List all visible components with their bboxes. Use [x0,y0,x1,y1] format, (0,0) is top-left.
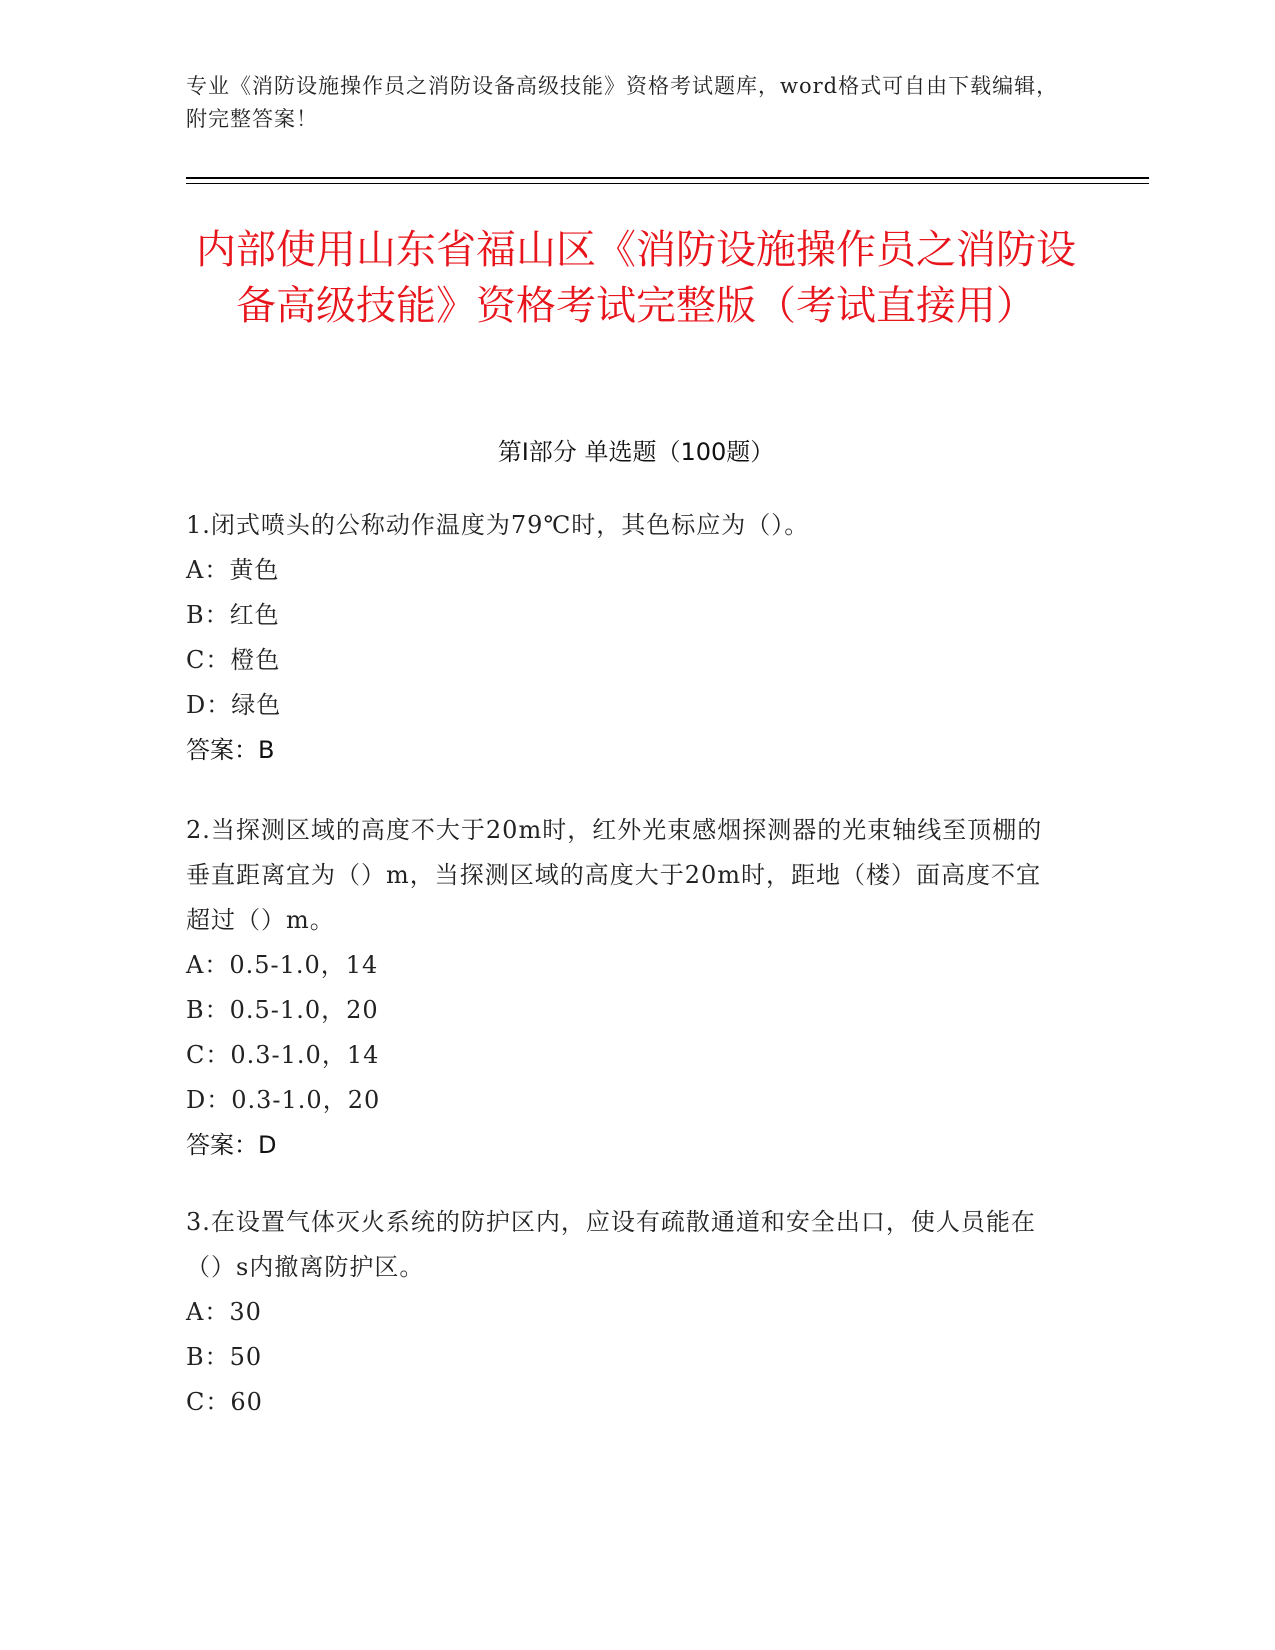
question-number: 2. [186,816,211,844]
question-number: 1. [186,511,211,539]
option-text: 0.5-1.0，20 [229,996,379,1024]
document-title: 内部使用山东省福山区《消防设施操作员之消防设备高级技能》资格考试完整版（考试直接用） [196,227,1076,329]
option-text: 0.3-1.0，14 [230,1041,380,1069]
question-number: 3. [186,1208,211,1236]
option-c: C：60 [186,1388,263,1416]
option-a: A：黄色 [186,556,280,584]
option-text: 30 [229,1298,262,1326]
option-letter: C [186,1041,206,1069]
option-letter: A [186,1298,205,1326]
option-text: 50 [229,1343,263,1371]
question-2 [186,808,1066,1168]
option-text: 绿色 [231,691,282,719]
option-d: D：绿色 [186,691,282,719]
option-letter: D [186,691,207,719]
option-text: 橙色 [230,646,281,674]
option-b: B：0.5-1.0，20 [186,996,379,1024]
option-text: 红色 [229,601,280,629]
option-letter: D [186,1086,207,1114]
option-c: C：橙色 [186,646,281,674]
option-text: 60 [230,1388,263,1416]
question-3 [186,1200,1066,1425]
option-letter: B [186,601,205,629]
option-letter: C [186,1388,206,1416]
option-a: A：30 [186,1298,262,1326]
answer-line [186,1123,1066,1168]
header-divider-thin [186,183,1149,184]
option-letter: B [186,1343,205,1371]
option-letter: B [186,996,205,1024]
option-b: B：红色 [186,601,280,629]
option-a: A：0.5-1.0，14 [186,951,379,979]
answer-line [186,728,1066,773]
option-letter: A [186,951,205,979]
option-b: B：50 [186,1343,263,1371]
question-text: 在设置气体灭火系统的防护区内，应设有疏散通道和安全出口，使人员能在（）s内撤离防护区。 [186,1208,1036,1281]
option-text: 黄色 [229,556,280,584]
answer-label: 答案： [186,736,258,764]
question-text: 当探测区域的高度不大于20m时，红外光束感烟探测器的光束轴线至顶棚的垂直距离宜为（）m，当探测区域的高度大于20m时，距地（楼）面高度不宜超过（）m。 [186,816,1043,934]
header-note: 专业《消防设施操作员之消防设备高级技能》资格考试题库，word格式可自由下载编辑，附完整答案！ [186,74,1059,131]
question-stem [186,1200,1066,1290]
header-divider-thick [186,177,1149,179]
question-text: 闭式喷头的公称动作温度为79℃时，其色标应为（）。 [210,511,810,539]
answer-value: B [258,736,275,764]
option-text: 0.5-1.0，14 [229,951,379,979]
option-c: C：0.3-1.0，14 [186,1041,380,1069]
option-d: D：0.3-1.0，20 [186,1086,381,1114]
option-letter: C [186,646,206,674]
answer-label: 答案： [186,1131,258,1159]
question-1 [186,503,1066,773]
section-heading: 第Ⅰ部分 单选题（100题） [497,438,775,466]
option-text: 0.3-1.0，20 [231,1086,381,1114]
answer-value: D [258,1131,277,1159]
question-stem [186,503,1066,548]
question-stem [186,808,1066,943]
option-letter: A [186,556,205,584]
